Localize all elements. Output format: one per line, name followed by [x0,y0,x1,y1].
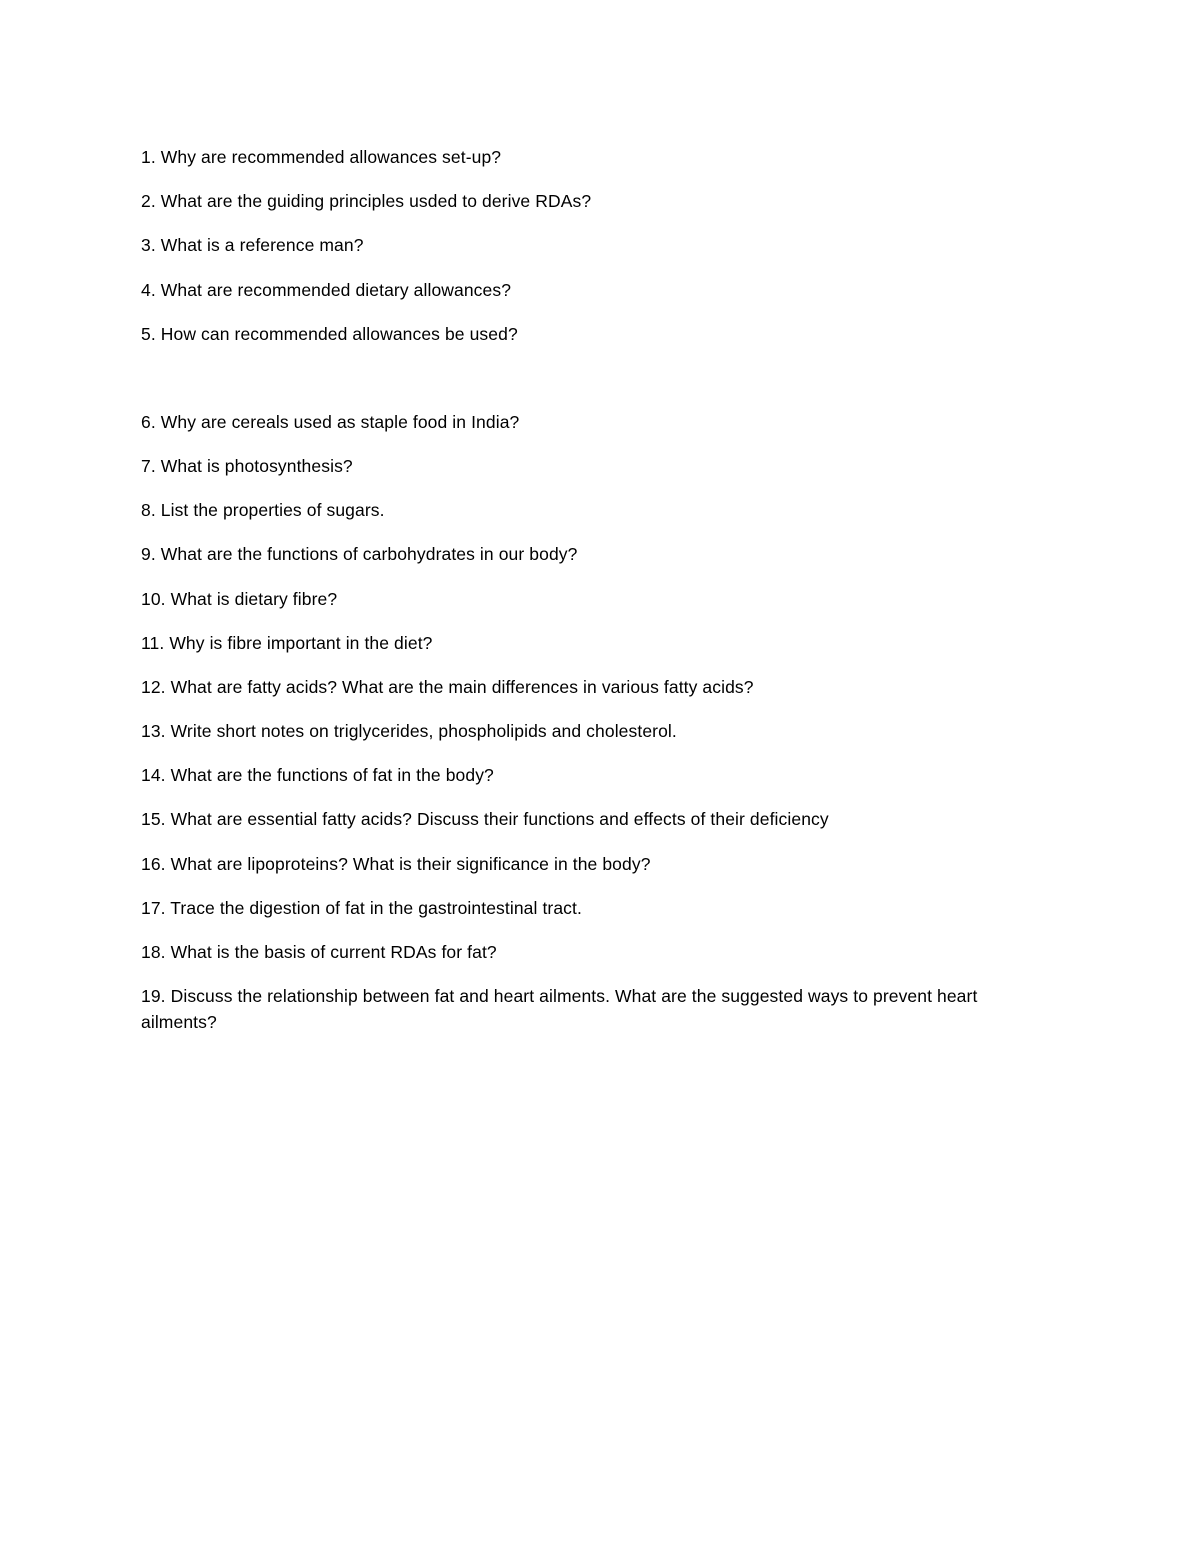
question-number: 4. [141,279,156,300]
question-number: 2. [141,191,156,212]
question-number: 9. [141,544,156,565]
question-text: Trace the digestion of fat in the gastrointestinal tract. [170,897,582,918]
question-list [141,144,1041,1053]
question-number: 13. [141,721,166,742]
question-text: Why are cereals used as staple food in India? [160,411,520,432]
question-number: 6. [141,411,156,432]
question-item [141,630,1041,656]
question-item [141,895,1041,921]
question-number: 18. [141,942,166,962]
question-text: What is photosynthesis? [160,455,353,476]
question-item [141,983,1041,1035]
question-text: What is dietary fibre? [170,588,338,609]
question-number: 1. [141,147,156,167]
question-item [141,762,1041,788]
question-text: What are the guiding principles usded to derive RDAs? [160,191,592,212]
question-item [141,497,1041,523]
question-number: 5. [141,323,156,344]
question-number: 11. [141,632,165,653]
question-text: Why are recommended allowances set-up? [160,147,502,167]
question-text: What are lipoproteins? What is their significance in the body? [170,853,651,874]
question-text: Write short notes on triglycerides, phospholipids and cholesterol. [170,721,677,742]
question-number: 17. [141,897,166,918]
question-item [141,806,1041,832]
question-text: What are the functions of fat in the body? [170,765,494,786]
question-item [141,409,1041,435]
question-item [141,541,1041,567]
question-text: What is the basis of current RDAs for fat? [170,942,497,962]
question-text: What are fatty acids? What are the main differences in various fatty acids? [170,676,754,697]
question-number: 19. [141,986,166,1007]
question-text: List the properties of sugars. [160,500,385,521]
question-number: 8. [141,500,156,521]
question-number: 16. [141,853,166,874]
question-number: 10. [141,588,166,609]
question-item [141,718,1041,744]
question-text: What is a reference man? [160,235,364,256]
question-number: 14. [141,765,166,786]
question-text: What are recommended dietary allowances? [160,279,512,300]
question-item [141,277,1041,303]
question-item [141,851,1041,877]
question-number: 12. [141,676,166,697]
question-item [141,144,1041,170]
question-item [141,232,1041,258]
question-item [141,674,1041,700]
question-text: Discuss the relationship between fat and heart ailments. What are the suggested ways to prevent heart ailments? [141,986,978,1033]
question-text: Why is fibre important in the diet? [169,632,433,653]
question-item [141,939,1041,965]
question-text: What are the functions of carbohydrates in our body? [160,544,578,565]
question-item [141,453,1041,479]
question-item [141,321,1041,347]
question-item [141,586,1041,612]
question-item [141,188,1041,214]
question-text: What are essential fatty acids? Discuss their functions and effects of their deficiency [170,809,829,830]
question-number: 7. [141,455,156,476]
question-text: How can recommended allowances be used? [160,323,518,344]
question-number: 3. [141,235,156,256]
question-number: 15. [141,809,166,830]
